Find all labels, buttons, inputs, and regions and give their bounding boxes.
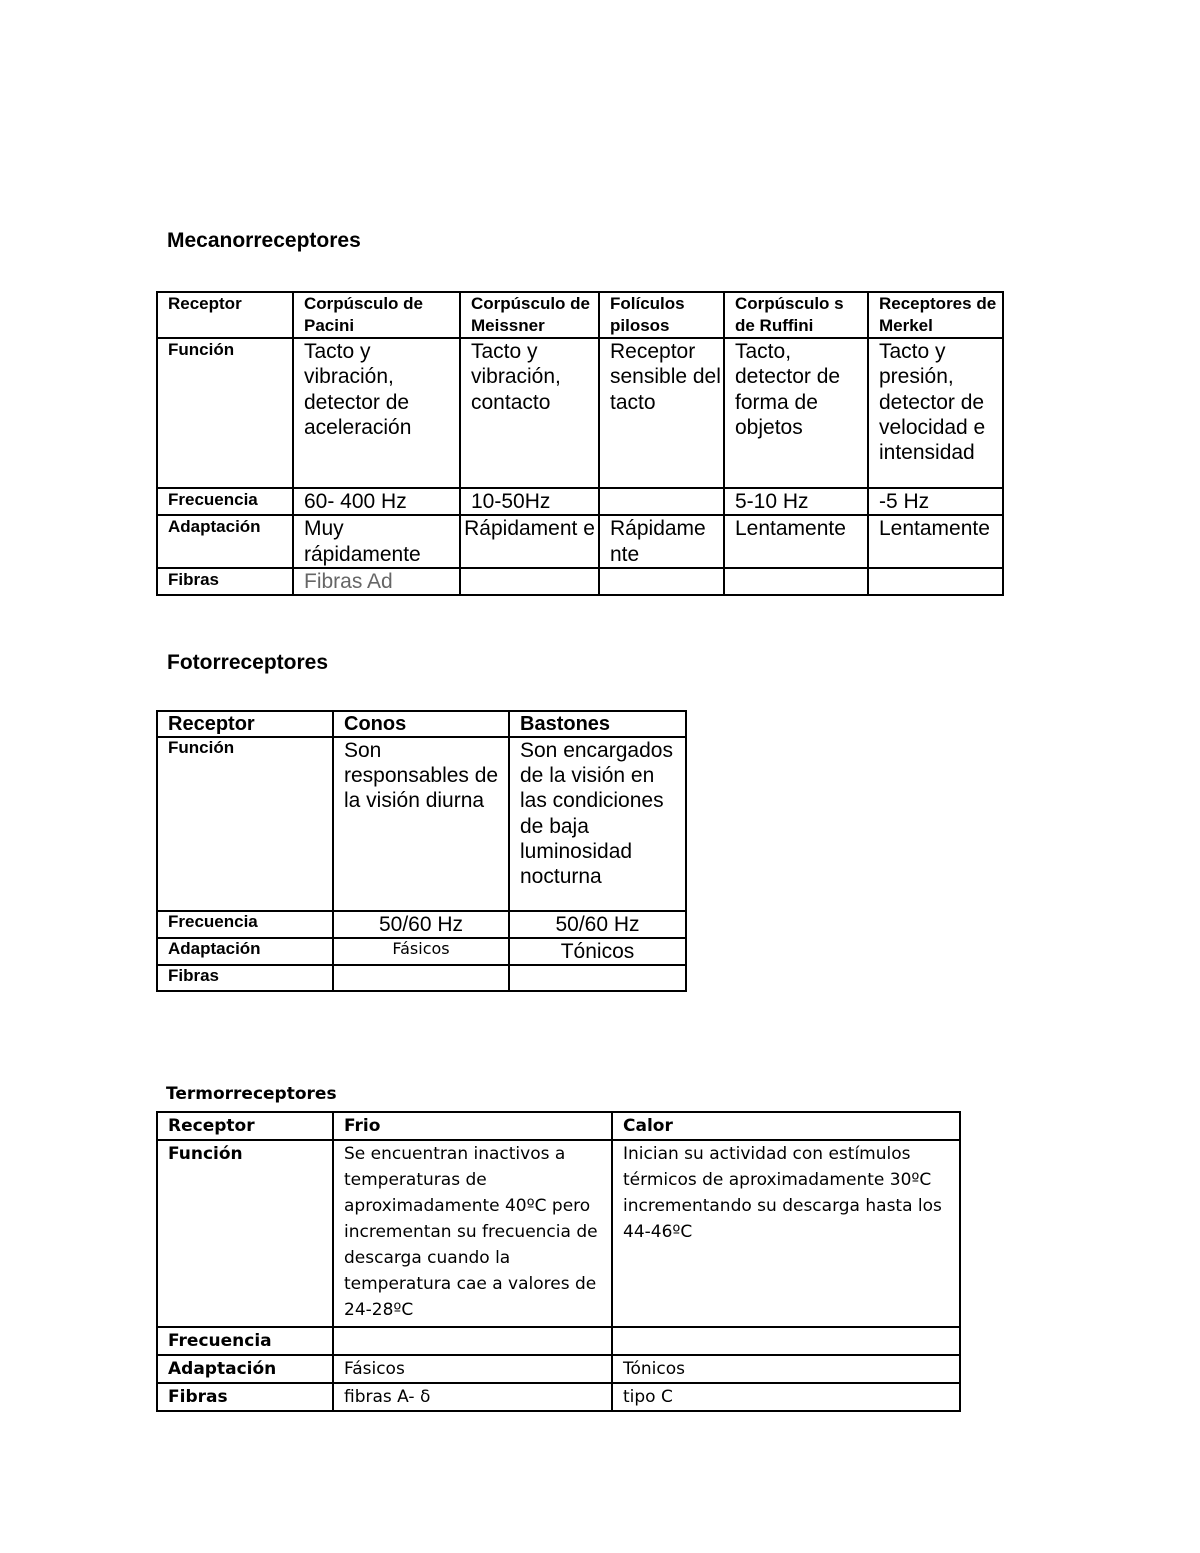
row-label: Frecuencia: [157, 1327, 333, 1355]
table-cell: Fásicos: [333, 938, 509, 965]
row-label: Adaptación: [157, 1355, 333, 1383]
header-cell: Folículos pilosos: [599, 292, 724, 338]
table-row: [157, 488, 1003, 515]
table-header-row: [157, 1112, 960, 1140]
table-cell: [509, 965, 686, 991]
header-cell: Frio: [333, 1112, 612, 1140]
table-cell: [333, 1327, 612, 1355]
table-row: [157, 1327, 960, 1355]
table-row: [157, 1355, 960, 1383]
table-cell: 50/60 Hz: [509, 911, 686, 938]
table-cell: Fibras Ad: [293, 568, 460, 595]
header-cell: Receptor: [157, 292, 293, 338]
fotorreceptores-table: [156, 710, 687, 992]
table-row: [157, 515, 1003, 567]
mecanorreceptores-title: Mecanorreceptores: [167, 229, 361, 252]
table-cell: Rápidament e: [460, 515, 599, 567]
table-cell: Tónicos: [612, 1355, 960, 1383]
row-label: Función: [157, 1140, 333, 1327]
table-header-row: [157, 711, 686, 737]
row-label: Frecuencia: [157, 911, 333, 938]
header-cell: Calor: [612, 1112, 960, 1140]
termorreceptores-table: [156, 1111, 961, 1412]
table-cell: [612, 1327, 960, 1355]
table-row: [157, 338, 1003, 488]
table-cell: Lentamente: [724, 515, 868, 567]
fotorreceptores-title: Fotorreceptores: [167, 651, 329, 674]
row-label: Función: [157, 737, 333, 911]
table-cell: [868, 568, 1003, 595]
table-row: [157, 938, 686, 965]
table-cell: Se encuentran inactivos a temperaturas de aproximadamente 40ºC pero incrementan su frecuencia de descarga cuando la temperatura cae a valores de 24-28ºC: [333, 1140, 612, 1327]
table-row: [157, 737, 686, 911]
row-label: Fibras: [157, 965, 333, 991]
termorreceptores-title: Termorreceptores: [166, 1084, 337, 1104]
table-header-row: [157, 292, 1003, 338]
table-cell: fibras A- δ: [333, 1383, 612, 1411]
header-cell: Receptores de Merkel: [868, 292, 1003, 338]
table-cell: Tacto, detector de forma de objetos: [724, 338, 868, 488]
table-cell: Tacto y vibración, contacto: [460, 338, 599, 488]
table-cell: Tacto y presión, detector de velocidad e intensidad: [868, 338, 1003, 488]
table-cell: 50/60 Hz: [333, 911, 509, 938]
row-label: Fibras: [157, 1383, 333, 1411]
table-cell: [599, 568, 724, 595]
header-cell: Conos: [333, 711, 509, 737]
table-cell: Tónicos: [509, 938, 686, 965]
header-cell: Corpúsculo s de Ruffini: [724, 292, 868, 338]
row-label: Fibras: [157, 568, 293, 595]
header-cell: Bastones: [509, 711, 686, 737]
table-cell: Fásicos: [333, 1355, 612, 1383]
table-row: [157, 1140, 960, 1327]
row-label: Función: [157, 338, 293, 488]
header-cell: Receptor: [157, 1112, 333, 1140]
table-cell: Muy rápidamente: [293, 515, 460, 567]
table-cell: tipo C: [612, 1383, 960, 1411]
table-cell: [599, 488, 724, 515]
table-cell: [460, 568, 599, 595]
table-cell: Receptor sensible del tacto: [599, 338, 724, 488]
header-cell: Corpúsculo de Meissner: [460, 292, 599, 338]
table-cell: Son encargados de la visión en las condiciones de baja luminosidad nocturna: [509, 737, 686, 911]
table-cell: 60- 400 Hz: [293, 488, 460, 515]
table-cell: [724, 568, 868, 595]
table-cell: Rápidame nte: [599, 515, 724, 567]
table-cell: 10-50Hz: [460, 488, 599, 515]
table-cell: Son responsables de la visión diurna: [333, 737, 509, 911]
table-row: [157, 911, 686, 938]
table-cell: -5 Hz: [868, 488, 1003, 515]
table-cell: Inician su actividad con estímulos térmicos de aproximadamente 30ºC incrementando su descarga hasta los 44-46ºC: [612, 1140, 960, 1327]
row-label: Frecuencia: [157, 488, 293, 515]
row-label: Adaptación: [157, 938, 333, 965]
table-cell: 5-10 Hz: [724, 488, 868, 515]
table-cell: Lentamente: [868, 515, 1003, 567]
table-row: [157, 965, 686, 991]
table-row: [157, 568, 1003, 595]
row-label: Adaptación: [157, 515, 293, 567]
table-cell: [333, 965, 509, 991]
header-cell: Corpúsculo de Pacini: [293, 292, 460, 338]
header-cell: Receptor: [157, 711, 333, 737]
table-row: [157, 1383, 960, 1411]
table-cell: Tacto y vibración, detector de aceleración: [293, 338, 460, 488]
mecanorreceptores-table: [156, 291, 1004, 596]
